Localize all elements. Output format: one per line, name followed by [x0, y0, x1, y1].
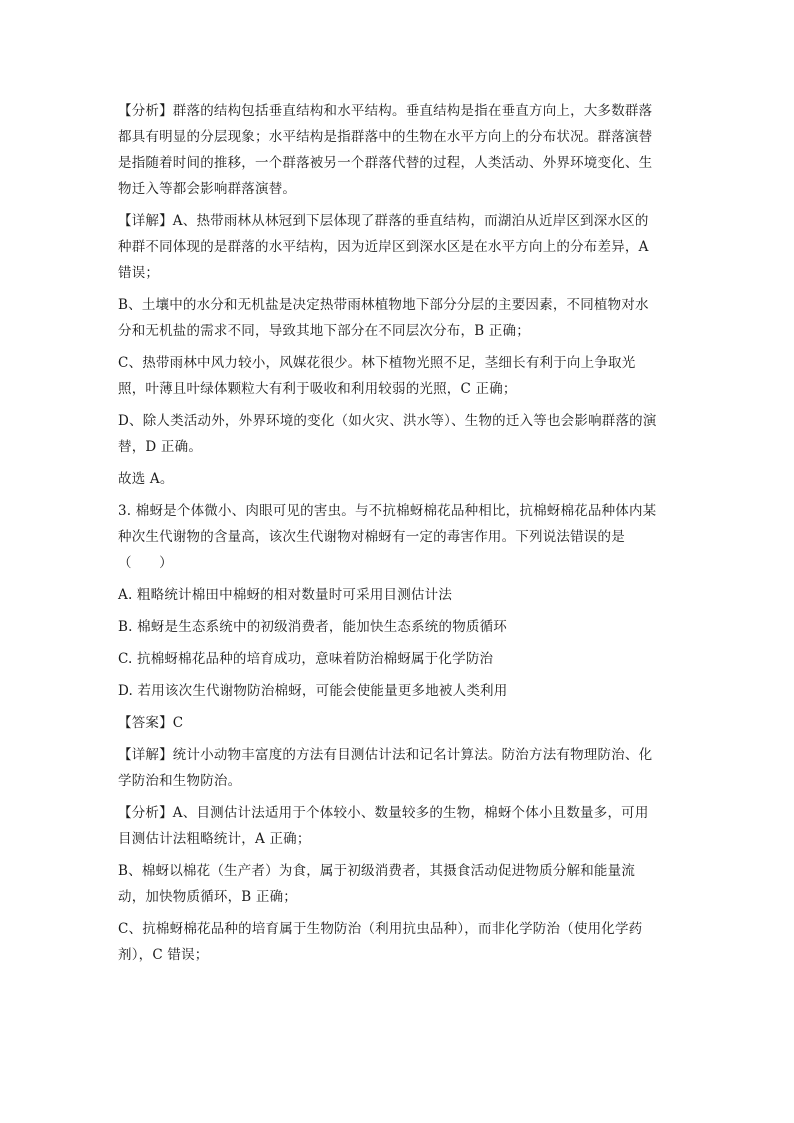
text-line: 剂），C 错误；: [118, 947, 209, 963]
paragraph-answer-3: [118, 710, 678, 736]
text-line: C、热带雨林中风力较小，风媒花很少。林下植物光照不足，茎细长有利于向上争取光: [118, 355, 636, 371]
text-line: D、除人类活动外，外界环境的变化（如火灾、洪水等）、生物的迁入等也会影响群落的演: [118, 413, 657, 429]
text-line: 分和无机盐的需求不同，导致其地下部分在不同层次分布，B 正确；: [118, 323, 530, 339]
text-line: 是指随着时间的推移，一个群落被另一个群落代替的过程，人类活动、外界环境变化、生: [118, 155, 653, 171]
text-line: 替，D 正确。: [118, 439, 203, 455]
paragraph-analysis-3-c: [118, 916, 678, 968]
paragraph-choice-1: [118, 466, 678, 492]
paragraph-analysis-3-b: [118, 858, 678, 910]
paragraph-detail-1-c: [118, 350, 678, 402]
paragraph-detail-3: [118, 742, 678, 794]
text-line: 3. 棉蚜是个体微小、肉眼可见的害虫。与不抗棉蚜棉花品种相比，抗棉蚜棉花品种体内某: [118, 503, 657, 519]
paragraph-detail-1-d: [118, 408, 678, 460]
text-line: 物迁入等都会影响群落演替。: [118, 181, 297, 197]
text-line: 照，叶薄且叶绿体颗粒大有利于吸收和利用较弱的光照，C 正确；: [118, 381, 517, 397]
text-line: 动，加快物质循环，B 正确；: [118, 889, 298, 905]
paragraph-option-a: [118, 582, 678, 608]
paragraph-option-b: [118, 614, 678, 640]
text-line: C、抗棉蚜棉花品种的培育属于生物防治（利用抗虫品种），而非化学防治（使用化学药: [118, 921, 643, 937]
text-line: 【答案】C: [118, 715, 184, 731]
text-line: 【分析】A、目测估计法适用于个体较小、数量较多的生物，棉蚜个体小且数量多，可用: [118, 805, 649, 821]
text-line: 【详解】A、热带雨林从林冠到下层体现了群落的垂直结构，而湖泊从近岸区到深水区的: [118, 213, 649, 229]
paragraph-analysis-1: [118, 98, 678, 202]
paragraph-option-d: [118, 678, 678, 704]
text-line: B. 棉蚜是生态系统中的初级消费者，能加快生态系统的物质循环: [118, 619, 508, 635]
text-line: 种群不同体现的是群落的水平结构，因为近岸区到深水区是在水平方向上的分布差异，A: [118, 239, 649, 255]
text-line: B、土壤中的水分和无机盐是决定热带雨林植物地下部分分层的主要因素，不同植物对水: [118, 297, 649, 313]
text-line: 都具有明显的分层现象；水平结构是指群落中的生物在水平方向上的分布状况。群落演替: [118, 129, 653, 145]
text-line: 【分析】群落的结构包括垂直结构和水平结构。垂直结构是指在垂直方向上，大多数群落: [118, 103, 653, 119]
text-line: （ ）: [118, 555, 173, 571]
text-line: 【详解】统计小动物丰富度的方法有目测估计法和记名计算法。防治方法有物理防治、化: [118, 747, 653, 763]
text-line: D. 若用该次生代谢物防治棉蚜，可能会使能量更多地被人类利用: [118, 683, 508, 699]
text-line: 故选 A。: [118, 471, 174, 487]
text-line: A. 粗略统计棉田中棉蚜的相对数量时可采用目测估计法: [118, 587, 453, 603]
text-line: 目测估计法粗略统计，A 正确；: [118, 831, 311, 847]
paragraph-analysis-3: [118, 800, 678, 852]
text-line: 错误；: [118, 265, 160, 281]
text-line: 种次生代谢物的含量高，该次生代谢物对棉蚜有一定的毒害作用。下列说法错误的是: [118, 529, 625, 545]
paragraph-question-3: [118, 498, 678, 576]
paragraph-detail-1-b: [118, 292, 678, 344]
text-line: C. 抗棉蚜棉花品种的培育成功，意味着防治棉蚜属于化学防治: [118, 651, 494, 667]
text-line: 学防治和生物防治。: [118, 773, 242, 789]
text-line: B、棉蚜以棉花（生产者）为食，属于初级消费者，其摄食活动促进物质分解和能量流: [118, 863, 636, 879]
document-body: [118, 98, 678, 974]
paragraph-detail-1: [118, 208, 678, 286]
paragraph-option-c: [118, 646, 678, 672]
